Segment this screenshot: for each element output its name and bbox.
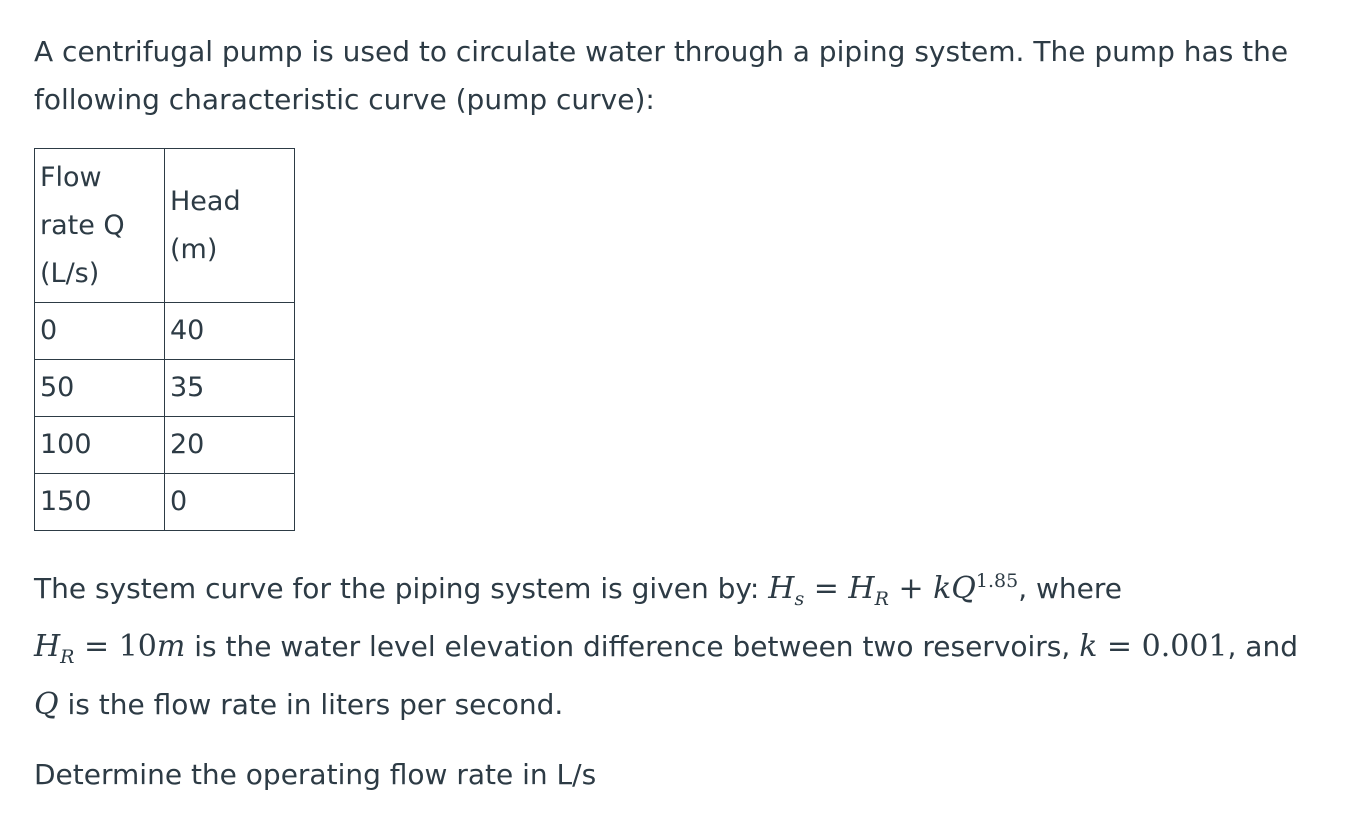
eq-subscript-r: R xyxy=(874,588,889,610)
head-header-line-1: Head xyxy=(170,185,241,217)
pump-curve-table xyxy=(34,148,295,531)
flow-cell: 0 xyxy=(35,303,165,360)
k-value: 0.001 xyxy=(1141,629,1228,664)
intro-paragraph: A centrifugal pump is used to circulate water through a piping system. The pump has the following characteristic curve (pump curve): xyxy=(34,35,1289,116)
flow-rate-header xyxy=(35,149,165,303)
eq-symbol-h: H xyxy=(768,571,795,606)
flow-cell: 100 xyxy=(35,417,165,474)
k-definition xyxy=(1079,629,1227,664)
system-curve-where: , where xyxy=(1018,572,1123,605)
flow-header-line-2: rate Q xyxy=(40,209,125,241)
hr-subscript: R xyxy=(60,646,75,668)
question-text: Determine the operating flow rate in L/s xyxy=(34,758,597,791)
system-curve-equation xyxy=(768,570,1019,610)
system-curve-line-2 xyxy=(34,623,1334,681)
head-cell: 20 xyxy=(165,417,295,474)
hr-symbol: H xyxy=(34,629,61,664)
head-cell: 40 xyxy=(165,303,295,360)
hr-description: is the water level elevation difference between two reservoirs, xyxy=(185,630,1080,663)
table-row xyxy=(35,474,295,531)
head-cell: 0 xyxy=(165,474,295,531)
table-row xyxy=(35,303,295,360)
line-2-end: , and xyxy=(1227,630,1298,663)
system-curve-line-3 xyxy=(34,681,1334,729)
head-cell: 35 xyxy=(165,360,295,417)
head-header xyxy=(165,149,295,303)
hr-equals: = xyxy=(74,629,119,664)
q-symbol: Q xyxy=(34,687,59,722)
q-symbol-wrapper xyxy=(34,687,59,722)
system-curve-lead: The system curve for the piping system is given by: xyxy=(34,572,769,605)
q-description: is the flow rate in liters per second. xyxy=(58,688,564,721)
k-symbol: k xyxy=(1079,629,1098,664)
eq-subscript-s: s xyxy=(794,588,805,610)
table-header-row xyxy=(35,149,295,303)
hr-definition xyxy=(34,629,186,668)
table-row xyxy=(35,360,295,417)
flow-header-line-1: Flow xyxy=(40,161,102,193)
head-header-line-2: (m) xyxy=(170,233,218,265)
system-curve-paragraph xyxy=(34,557,1334,729)
flow-header-line-3: (L/s) xyxy=(40,257,100,289)
eq-plus: + xyxy=(888,571,934,606)
system-curve-line-1 xyxy=(34,557,1334,623)
k-equals: = xyxy=(1097,629,1142,664)
table-row xyxy=(35,417,295,474)
eq-exponent: 1.85 xyxy=(975,570,1019,592)
flow-cell: 50 xyxy=(35,360,165,417)
problem-statement xyxy=(34,28,1334,799)
eq-symbol-kq: kQ xyxy=(933,571,976,606)
hr-value: 10 xyxy=(118,629,157,664)
flow-cell: 150 xyxy=(35,474,165,531)
hr-unit: m xyxy=(156,629,186,664)
eq-equals: = xyxy=(804,571,849,606)
eq-symbol-h-r: H xyxy=(848,571,875,606)
